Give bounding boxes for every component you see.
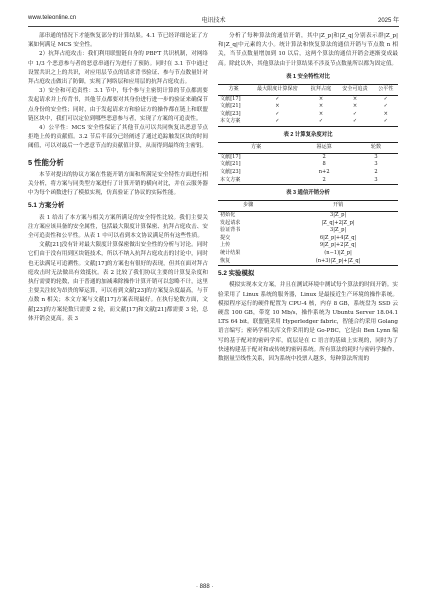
paragraph: 4）公平性：MCS 安全性保证了其他节点可以共同恢复出恶意节点拒绝上传的贡献值。3.2 节后半部分已经阐述了通过追踪触发区块的时间阈值，可以对最后一个恶意节点的贡献值计算，从而得到最终的主密钥。	[28, 125, 208, 150]
table-cell: 验证背书	[220, 227, 241, 234]
paragraph: 3）安全和可追责性：3.1 节中，每个参与主密钥计算的节点都需要发起请求并上传背书，其他节点都要对其身份进行进一步的验证来确保节点身份的安全性；同时，由于发起请求方和验证方的操作都在链上和联盟链区块中，我们可以定位到哪些恶意参与者，实现了方案的可追责性。	[28, 88, 208, 122]
table-row	[218, 103, 398, 111]
table-row	[218, 118, 398, 126]
table-cell: 文献[17]	[220, 153, 241, 160]
table-cell: 文献[17]	[220, 95, 241, 102]
table-cell: 3|Z_p|	[330, 211, 347, 218]
table-row	[218, 250, 398, 258]
paragraph: 分析了每种算法的通信开销，其中|Z_p|和|Z_q|分别表示群|Z_p|和|Z_q|中元素的大小。统计算法和恢复算法的通信开销与节点数 n 相关，当节点数量增加到 10 以后，这两个算法的通信开销会逐渐变成最高。除此以外，其他算法由于计算结果不涉及节点数量所以都为固定值。	[218, 33, 398, 67]
table-row	[218, 235, 398, 243]
table-header-cell: 方案	[218, 143, 294, 154]
table-cell: 上传	[220, 242, 231, 249]
journal-website: www.teleonline.cn	[28, 15, 77, 21]
paragraph: 模拟实现本文方案，并且在测试环境中测试每个算法的时间开销。实验采用了 Linux 系统的服务器，Linux 是最接近生产环境的操作系统。模拟程序运行的硬件配置为 CPU-4 核，内存 8 GB，系统盘为 SSD 云硬盘 100 GB，带宽 10 Mb/s，操作系统为 Ubuntu Server 18.04.1 LTS 64 bit。联盟链采用 Hyperledger fabric，智能合约采用 Golang 语言编写；密码学相关库文件采用的是 Go-PBC，它是由 Ben Lynn 编写的基于配对的密码学库，底层是在 C 语言的基础上实现的，同时为了快速构建基于配对和或传统的密码系统。所有算法的耗时与密码学操作、数据量呈线性关系，因为系统中投票人越多，每种算法所需的	[218, 282, 398, 362]
paragraph: 2）抗拜占庭攻击：我们利用联盟链自身的 PBFT 共识机制，对网络中 1/3 个恶意参与者的恶意串通行为进行了预防。同时在 3.1 节中通过设置共识之上的共识，对应用层节点的请求背书验证、参与节点数量针对拜占庭攻击做出了防御，实现了网络层和应用层的抗拜占庭攻击。	[28, 51, 208, 86]
table-cell: 发起请求	[220, 219, 241, 226]
table-cell: 统计结果	[220, 249, 241, 256]
table-cell: 文献[21]	[220, 103, 241, 110]
table-row	[218, 95, 398, 103]
table-cell: 8	[322, 161, 326, 168]
complexity-table	[218, 142, 398, 185]
table-caption: 表 3 通信开销分析	[286, 190, 330, 197]
table-cell: ✓	[306, 118, 337, 126]
table-cell: 2	[374, 168, 378, 175]
table-cell: 文献[23]	[220, 168, 241, 175]
table-cell: 9|Z_p|+2|Z_q|	[319, 242, 357, 249]
page-number: · 888 ·	[196, 584, 214, 590]
table-cell: ✓	[275, 95, 280, 102]
table-row	[218, 211, 398, 219]
journal-year: 2025 年	[377, 18, 399, 24]
table-cell: ✓	[374, 118, 398, 126]
paragraph: 部串通的情况下才能恢复部分的计算结果。4.1 节已经详细论证了方案如何满足 MCS 安全性。	[28, 33, 208, 49]
table-cell: ×	[352, 103, 358, 110]
table-cell: ×	[318, 110, 324, 117]
table-cell: ✓	[383, 103, 388, 110]
table-cell: 3|Z_p|	[330, 227, 347, 234]
section-heading: 5 性能分析	[28, 157, 64, 167]
paragraph: 本节对提出的协议方案在性能开销方面和所满足安全特性方面进行相关分析，将方案与同类型方案进行了计算开销的横向对比，并在云服务器中为每个函数进行了模拟实现，仿真验证了协议的实际性能。	[28, 171, 208, 197]
table-cell: ×	[383, 110, 388, 117]
left-column	[28, 32, 208, 324]
table-row	[218, 227, 398, 235]
table-header-cell: 安全可追责	[336, 85, 373, 96]
table-row	[218, 169, 398, 177]
table-header-cell: 步骤	[218, 201, 278, 212]
table-cell: 2	[322, 153, 326, 160]
table-cell: ×	[275, 103, 280, 110]
header-divider	[28, 26, 399, 27]
journal-title: 电讯技术	[201, 18, 226, 24]
table-cell: ✓	[275, 110, 280, 117]
communication-cost-table	[218, 200, 398, 266]
table-cell: 提交	[220, 234, 231, 241]
table-cell: 文献[23]	[220, 110, 241, 117]
table-cell: ✓	[336, 118, 373, 126]
table-cell: 初始化	[220, 211, 236, 218]
table-row	[218, 161, 398, 169]
table-cell: ×	[318, 103, 324, 110]
table-header-cell: 开销	[278, 201, 398, 212]
table-cell: 文献[21]	[220, 161, 241, 168]
table-cell: 2	[294, 177, 354, 185]
right-column	[218, 32, 398, 364]
security-comparison-table	[218, 84, 398, 127]
paragraph: 文献[21]没有针对最大限度计算保密做出安全性的分析与讨论。同时它们由于没有用到区块链技术，所以不纳入抗拜占庭攻击的讨论中，同时也无法满足可追溯性。文献[17]的方案也有很好的表现，但其在面对拜占庭攻击时无法做出有效抵抗。表 2 比较了我们协议主要的计算复杂度和执行需要的轮数，由于普通的加减乘除操作计算开销可以忽略不计，这里主要关注较为昂贵的幂运算，可以看到文献[23]的方案复杂度最高，与节点数 n 相关；本文方案与文献[17]方案表现最好。在执行轮数方面，文献[23]的方案轮数只需要 2 轮，而文献[17]和文献[21]都需要 3 轮，总体开销会更高。表 3	[28, 242, 208, 322]
table-cell: ✓	[352, 110, 358, 117]
table-caption: 表 2 计算复杂度对比	[283, 131, 333, 138]
paragraph: 表 1 给出了本方案与相关方案所满足的安全特性比较。我们主要关注方案应该具备的安全属性，包括最大限度计算保密、抗拜占庭攻击、安全可追责性和公平性。从表 1 中可以看到本文协议满足所有这些性质。	[28, 214, 208, 240]
table-cell: |Z_q|+2|Z_p|	[321, 219, 355, 226]
table-row	[218, 258, 398, 266]
table-cell: 3	[354, 177, 398, 185]
table-row	[218, 153, 398, 161]
table-header-cell: 幂运算	[294, 143, 354, 154]
table-row	[218, 177, 398, 185]
table-cell: (n−1)|Z_p|	[324, 249, 352, 256]
table-cell: (n+3)|Z_p|+|Z_q|	[278, 258, 398, 266]
table-row	[218, 220, 398, 228]
table-cell: n+2	[318, 168, 330, 175]
table-cell: 3	[374, 153, 378, 160]
table-cell: 恢复	[218, 258, 278, 266]
table-header-cell: 方案	[218, 85, 249, 96]
table-header-cell: 公平性	[374, 85, 398, 96]
table-header-cell: 轮数	[354, 143, 398, 154]
subsection-heading: 5.1 方案分析	[28, 202, 65, 210]
table-cell: 本文方案	[218, 118, 249, 126]
subsection-heading: 5.2 实验模拟	[218, 270, 255, 278]
table-cell: ✓	[249, 118, 306, 126]
table-cell: 6|Z_p|+4|Z_q|	[319, 234, 357, 241]
table-cell: ×	[318, 95, 324, 102]
table-cell: ×	[352, 95, 358, 102]
table-header-cell: 抗拜占庭	[306, 85, 337, 96]
table-cell: 3	[374, 161, 378, 168]
table-cell: ✓	[383, 95, 388, 102]
table-caption: 表 1 安全特性对比	[286, 73, 330, 80]
table-row	[218, 111, 398, 119]
table-header-cell: 最大限度计算保密	[249, 85, 306, 96]
table-row	[218, 242, 398, 250]
running-header	[28, 13, 399, 25]
table-cell: 本文方案	[218, 177, 294, 185]
